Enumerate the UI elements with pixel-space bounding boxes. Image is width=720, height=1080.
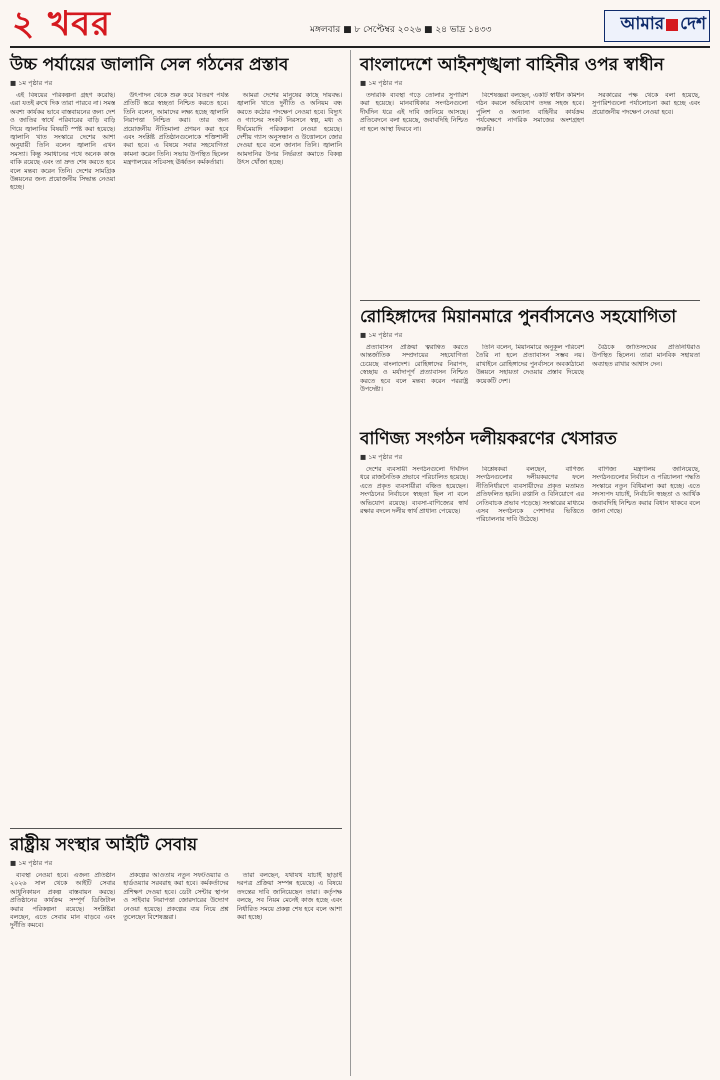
masthead-left: আমার: [620, 14, 665, 34]
byline: ■ ১ম পৃষ্ঠার পর: [360, 79, 403, 87]
headline: বাংলাদেশে আইনশৃঙ্খলা বাহিনীর ওপর স্বাধীন: [360, 55, 664, 75]
page-number: ২ খবর: [12, 4, 111, 44]
masthead-logo: [621, 14, 706, 36]
article-column: বিশেষজ্ঞরা বলছেন, একটি স্বাধীন কমিশন গঠন করলে অভিযোগ তদন্ত সহজ হবে। পুলিশ ও অন্যান্য বাহিনীর কার্যক্রম পর্যবেক্ষণে নাগরিক সমাজের অংশগ্রহণ জরুরি।: [476, 92, 584, 133]
article-energy-cell: [10, 54, 342, 824]
article-column: তদারকি ব্যবস্থা গড়ে তোলার সুপারিশ করা হয়েছে। মানবাধিকার সংগঠনগুলো দীর্ঘদিন ধরে এই দাবি জানিয়ে আসছে। প্রতিবেদনে বলা হয়েছে, জবাবদিহি নিশ্চিত না হলে আস্থা ফিরবে না।: [360, 92, 468, 133]
article-column: এই বিষয়ের পরিকল্পনা গ্রহণ করেছি। এরা যতই রুখে দিক তারা পারবে না। সমস্ত অবশ্য কার্যকর ভাবে বাস্তবায়নের জন্য দেশ ও জাতির স্বার্থে পরিবারের বাড়ি বাড়ি গিয়ে জ্বালানির বিষয়টি স্পষ্ট করা হয়েছে। জ্বালানি খাত সংস্কারে দেশের আশা অনুযায়ী তিনি বলেন জ্বালানি এখন সমস্যা। কিন্তু সমাধানের পথে অনেক কাজ বাকি রয়েছে এবং তা দ্রুত শেষ করতে হবে বলে মন্তব্য করেন তিনি। দেশের সামগ্রিক উন্নয়নের জন্য প্রয়োজনীয় সিদ্ধান্ত নেওয়া হচ্ছে।: [10, 92, 116, 192]
headline: বাণিজ্য সংগঠন দলীয়করণের খেসারত: [360, 429, 617, 449]
article-body: [360, 92, 700, 282]
byline: ■ ১ম পৃষ্ঠার পর: [10, 859, 53, 867]
article-trade-bodies: [360, 428, 700, 1073]
byline: ■ ১ম পৃষ্ঠার পর: [360, 331, 403, 339]
article-body: [360, 466, 700, 1078]
article-column: প্রকল্পের আওতায় নতুন সফটওয়্যার ও হার্ডওয়্যার সরবরাহ করা হবে। কর্মকর্তাদের প্রশিক্ষণ দেওয়া হবে। ডেটা সেন্টার স্থাপন ও সাইবার নিরাপত্তা জোরদারের উদ্যোগ নেওয়া হয়েছে। প্রকল্পের ব্যয় নিয়ে প্রশ্ন তুলেছেন বিশেষজ্ঞরা।: [123, 872, 229, 922]
article-body: [10, 92, 342, 827]
article-column: তারা বলছেন, যথাযথ যাচাই ছাড়াই দরপত্র প্রক্রিয়া সম্পন্ন হয়েছে। এ বিষয়ে তদন্তের দাবি জানিয়েছেন তারা। কর্তৃপক্ষ বলছে, সব নিয়ম মেনেই কাজ হচ্ছে এবং নির্ধারিত সময়ে প্রকল্প শেষ হবে বলে আশা করা হচ্ছে।: [236, 872, 342, 922]
article-law-enforcement: [360, 54, 700, 274]
headline: রোহিঙ্গাদের মিয়ানমারে পুনর্বাসনেও সহযোগিতা: [360, 307, 677, 327]
dateline: মঙ্গলবার ■ ৮ সেপ্টেম্বর ২০২৬ ■ ২৪ ভাদ্র ১৪৩৩: [310, 25, 492, 35]
article-column: বিশ্লেষকরা বলছেন, বাণিজ্য সংগঠনগুলোর দলীয়করণের ফলে নীতিনির্ধারণে ব্যবসায়ীদের প্রকৃত মতামত প্রতিফলিত হয়নি। রপ্তানি ও বিনিয়োগে এর নেতিবাচক প্রভাব পড়েছে। সংস্কারের মাধ্যমে এসব সংগঠনকে পেশাদার ভিত্তিতে পরিচালনার দাবি উঠেছে।: [476, 466, 584, 524]
headline: উচ্চ পর্যায়ের জালানি সেল গঠনের প্রস্তাব: [10, 55, 289, 75]
article-column: প্রত্যাবাসন প্রক্রিয়া ত্বরান্বিত করতে আন্তর্জাতিক সম্প্রদায়ের সহযোগিতা চেয়েছে বাংলাদেশ। রোহিঙ্গাদের নিরাপদ, স্বেচ্ছায় ও মর্যাদাপূর্ণ প্রত্যাবাসন নিশ্চিত করতে হবে বলে মন্তব্য করেন পররাষ্ট্র উপদেষ্টা।: [360, 344, 468, 394]
column-divider: [350, 50, 351, 1076]
byline: ■ ১ম পৃষ্ঠার পর: [360, 453, 403, 461]
byline: ■ ১ম পৃষ্ঠার পর: [10, 79, 53, 87]
masthead-right: দেশ: [680, 14, 706, 34]
section-rule: [10, 828, 342, 829]
article-column: দেশের ব্যবসায়ী সংগঠনগুলো দীর্ঘদিন ধরে রাজনৈতিক প্রভাবে পরিচালিত হয়েছে। এতে প্রকৃত ব্যবসায়ীরা বঞ্চিত হয়েছেন। সংগঠনের নির্বাচনে স্বচ্ছতা ছিল না বলে অভিযোগ রয়েছে। ব্যবসা-বাণিজ্যের স্বার্থ রক্ষার বদলে দলীয় স্বার্থ প্রাধান্য পেয়েছে।: [360, 466, 468, 516]
headline: রাষ্ট্রীয় সংস্থার আইটি সেবায়: [10, 835, 198, 855]
article-column: আমরা দেশের মানুষের কাছে দায়বদ্ধ। জ্বালানি খাতে দুর্নীতি ও অনিয়ম বন্ধ করতে কঠোর পদক্ষেপ নেওয়া হবে। বিদ্যুৎ ও গ্যাসের সংকট নিরসনে স্বল্প, মধ্য ও দীর্ঘমেয়াদি পরিকল্পনা নেওয়া হয়েছে। দেশীয় গ্যাস অনুসন্ধান ও উত্তোলনে জোর দেওয়া হবে বলে জানান তিনি। জ্বালানি আমদানির উপর নির্ভরতা কমাতে বিকল্প উৎস খোঁজা হচ্ছে।: [236, 92, 342, 167]
article-column: বৈঠকে জাতিসংঘের প্রতিনিধিরাও উপস্থিত ছিলেন। তারা মানবিক সহায়তা অব্যাহত রাখার আশ্বাস দেন।: [592, 344, 700, 368]
article-column: ব্যবস্থা নেওয়া হবে। এজন্য প্রতিষ্ঠান ২০২৬ সাল থেকে আইটি সেবার আধুনিকায়ন প্রকল্প বাস্তবায়ন করছে। প্রতিষ্ঠানের কার্যক্রম সম্পূর্ণ ডিজিটাল করার পরিকল্পনা রয়েছে। সংশ্লিষ্টরা বলছেন, এতে সেবার মান বাড়বে এবং দুর্নীতি কমবে।: [10, 872, 116, 930]
article-body: [10, 872, 342, 1077]
page-header: [10, 4, 710, 48]
article-it-service: [10, 834, 342, 1074]
article-column: সরকারের পক্ষ থেকে বলা হয়েছে, সুপারিশগুলো পর্যালোচনা করা হচ্ছে এবং প্রয়োজনীয় পদক্ষেপ নেওয়া হবে।: [592, 92, 700, 116]
article-column: উৎপাদন থেকে শুরু করে বিতরণ পর্যন্ত প্রতিটি স্তরে স্বচ্ছতা নিশ্চিত করতে হবে। তিনি বলেন, আমাদের লক্ষ্য হচ্ছে জ্বালানি নিরাপত্তা নিশ্চিত করা। তার জন্য প্রয়োজনীয় নীতিমালা প্রণয়ন করা হবে এবং সংশ্লিষ্ট প্রতিষ্ঠানগুলোকে শক্তিশালী করা হবে। এ বিষয়ে সবার সহযোগিতা কামনা করেন তিনি। সভায় উপস্থিত ছিলেন মন্ত্রণালয়ের সচিবসহ ঊর্ধ্বতন কর্মকর্তারা।: [123, 92, 229, 167]
article-column: তিনি বলেন, মিয়ানমারে অনুকূল পরিবেশ তৈরি না হলে প্রত্যাবাসন সম্ভব নয়। রাখাইনে রোহিঙ্গাদের পুনর্বাসনে অবকাঠামো উন্নয়নে সহায়তা দেওয়ার প্রস্তাব দিয়েছে কয়েকটি দেশ।: [476, 344, 584, 385]
article-column: বাণিজ্য মন্ত্রণালয় জানিয়েছে, সংগঠনগুলোর নির্বাচন ও পরিচালনা পদ্ধতি সংস্কারে নতুন বিধিমালা করা হচ্ছে। এতে সদস্যপদ যাচাই, নির্বাচনি স্বচ্ছতা ও আর্থিক জবাবদিহি নিশ্চিত করার বিধান থাকবে বলে জানা গেছে।: [592, 466, 700, 516]
masthead-square-icon: [666, 19, 678, 31]
section-rule: [360, 300, 700, 301]
